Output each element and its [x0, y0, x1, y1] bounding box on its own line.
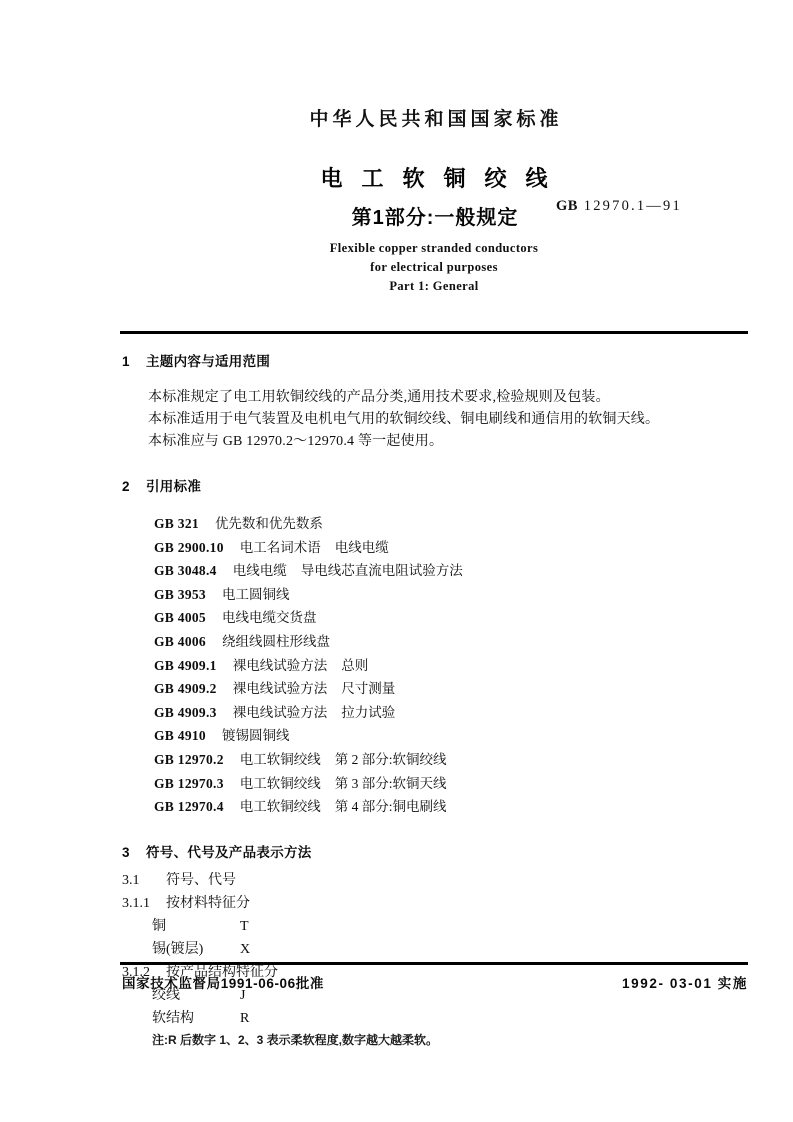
list-item [154, 701, 752, 725]
reference-name: 绕组线圆柱形线盘 [221, 633, 330, 649]
list-item [154, 606, 752, 630]
reference-code: GB 4005 [154, 610, 206, 626]
section-3-1-2-title: 按产品结构特征分 [166, 964, 278, 980]
reference-name: 电工软铜绞线 [239, 799, 321, 815]
english-title-line-3: Part 1: General [389, 279, 479, 293]
reference-detail: 第 3 部分:软铜天线 [334, 775, 447, 791]
list-item [154, 536, 752, 560]
footer-approval-text: 国家技术监督局1991-06-06批准 [122, 976, 324, 991]
reference-name: 电线电缆 [232, 563, 287, 579]
list-item [154, 748, 752, 772]
code-term: 锡(镀层) [152, 941, 204, 957]
reference-code: GB 12970.4 [154, 799, 224, 815]
section-3-1-2-note: 注:R 后数字 1、2、3 表示柔软程度,数字越大越柔软。 [152, 1032, 439, 1047]
section-1-paragraph: 本标准应与 GB 12970.2～12970.4 等一起使用。 [148, 434, 444, 449]
code-symbol: T [240, 918, 249, 934]
header-divider [120, 331, 748, 334]
code-term: 铜 [152, 918, 166, 934]
section-3-1-title: 符号、代号 [166, 872, 236, 888]
english-title [120, 239, 748, 296]
reference-name: 裸电线试验方法 [232, 657, 328, 673]
section-3-heading [122, 841, 752, 861]
list-item [154, 772, 752, 796]
reference-code: GB 4909.2 [154, 681, 217, 697]
reference-code: GB 4909.3 [154, 704, 217, 720]
reference-code: GB 3048.4 [154, 563, 217, 579]
code-term: 绞线 [152, 987, 180, 1003]
section-3-1-1-title: 按材料特征分 [166, 895, 250, 911]
reference-code: GB 12970.3 [154, 775, 224, 791]
section-3-1-1-number: 3.1.1 [122, 895, 150, 911]
reference-name: 优先数和优先数系 [214, 516, 323, 531]
page-footer [122, 972, 748, 992]
standard-code: 12970.1—91 [583, 198, 682, 214]
code-definition-row [122, 938, 752, 961]
reference-detail: 电线电缆 [334, 539, 389, 555]
document-body [122, 350, 752, 1051]
section-3-number: 3 [122, 844, 130, 860]
section-3-title: 符号、代号及产品表示方法 [146, 844, 312, 860]
code-definition-row [122, 915, 752, 938]
reference-code: GB 12970.2 [154, 751, 224, 767]
code-symbol: R [240, 1010, 250, 1026]
national-standard-header: 中华人民共和国国家标准 [309, 109, 563, 130]
section-1-paragraph: 本标准适用于电气装置及电机电气用的软铜绞线、铜电刷线和通信用的软铜天线。 [148, 412, 660, 427]
reference-name: 电工圆铜线 [221, 586, 290, 602]
english-title-line-1: Flexible copper stranded conductors [329, 241, 539, 255]
code-symbol: X [240, 941, 251, 957]
footer-effective-date: 1992- 03-01 实施 [622, 976, 748, 991]
list-item [154, 583, 752, 607]
reference-detail: 第 2 部分:软铜绞线 [334, 751, 447, 767]
section-1-title: 主题内容与适用范围 [146, 354, 271, 369]
reference-name: 裸电线试验方法 [232, 681, 328, 697]
reference-name: 电线电缆交货盘 [221, 610, 317, 626]
page-subtitle: 第1部分:一般规定 [351, 207, 519, 230]
english-title-line-2: for electrical purposes [370, 260, 498, 274]
code-symbol: J [240, 987, 246, 1003]
reference-detail: 拉力试验 [341, 704, 396, 720]
reference-detail: 第 4 部分:铜电刷线 [334, 799, 447, 815]
section-3-1-1-heading [122, 892, 752, 915]
reference-name: 裸电线试验方法 [232, 704, 328, 720]
section-3-1-2-number: 3.1.2 [122, 964, 150, 980]
reference-detail: 尺寸测量 [341, 681, 396, 697]
section-2-title: 引用标准 [146, 479, 202, 494]
standard-number [556, 198, 682, 215]
reference-code: GB 3953 [154, 586, 206, 602]
list-item [154, 724, 752, 748]
section-2-heading [122, 475, 752, 495]
reference-code: GB 4909.1 [154, 657, 217, 673]
section-1-paragraph: 本标准规定了电工用软铜绞线的产品分类,通用技术要求,检验规则及包装。 [148, 390, 610, 405]
code-definition-row [122, 1007, 752, 1030]
reference-code: GB 321 [154, 516, 199, 531]
list-item [154, 630, 752, 654]
masthead [120, 104, 748, 131]
reference-code: GB 4910 [154, 728, 206, 744]
reference-code: GB 4006 [154, 633, 206, 649]
reference-name: 电工软铜绞线 [239, 775, 321, 791]
list-item [154, 795, 752, 819]
list-item [154, 559, 752, 583]
section-1-number: 1 [122, 354, 130, 369]
reference-code: GB 2900.10 [154, 539, 224, 555]
section-2-number: 2 [122, 479, 130, 494]
footer-divider [120, 962, 748, 965]
reference-name: 电工软铜绞线 [239, 751, 321, 767]
list-item [154, 512, 752, 536]
reference-detail: 总则 [341, 657, 369, 673]
reference-name: 电工名词术语 [239, 539, 321, 555]
referenced-standards-list [122, 512, 752, 819]
reference-detail: 导电线芯直流电阻试验方法 [300, 563, 463, 579]
section-3-1-heading [122, 869, 752, 892]
standard-prefix: GB [556, 198, 578, 214]
section-3-1-number: 3.1 [122, 872, 140, 888]
list-item [154, 654, 752, 678]
section-1-heading [122, 350, 752, 370]
code-term: 软结构 [152, 1010, 194, 1026]
reference-name: 镀锡圆铜线 [221, 728, 290, 744]
list-item [154, 677, 752, 701]
page-title: 电工软铜绞线 [320, 166, 567, 191]
